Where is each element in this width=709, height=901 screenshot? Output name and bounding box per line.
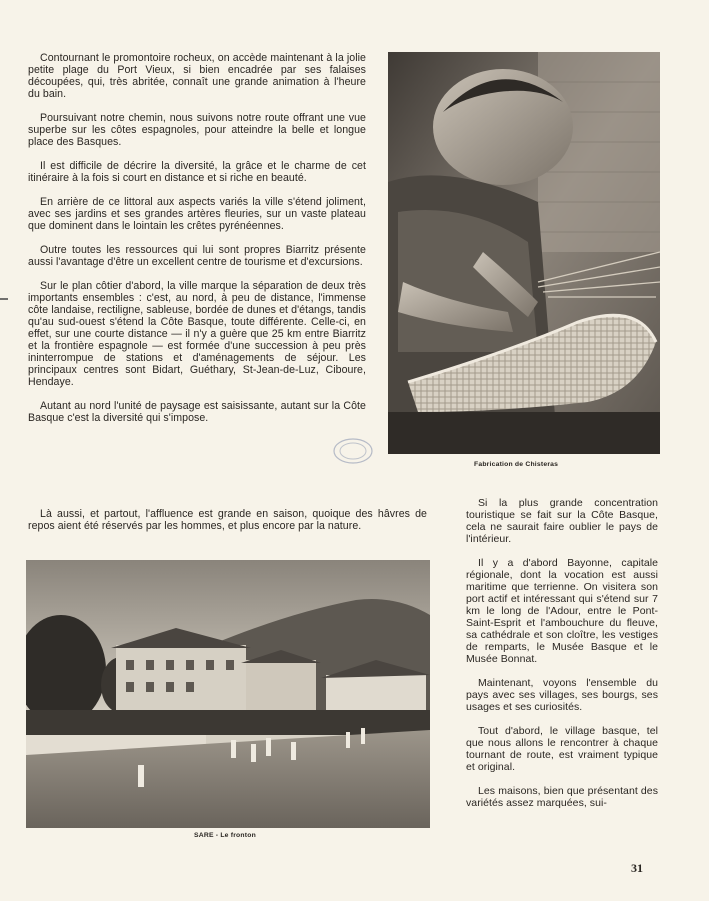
paragraph: Les maisons, bien que présentant des variétés assez marquées, sui- xyxy=(466,785,658,809)
right-text-column xyxy=(466,497,658,821)
paragraph: Contournant le promontoire rocheux, on accède maintenant à la jolie petite plage du Port Vieux, si bien encadrée par ses falaises découpées, qui, très abritée, connaît une grande animation à l'heure du bain. xyxy=(28,52,366,100)
paragraph: Là aussi, et partout, l'affluence est grande en saison, quoique des hâvres de repos aient été réservés par les hommes, et plus encore par la nature. xyxy=(28,508,427,532)
paragraph: Il y a d'abord Bayonne, capitale régionale, dont la vocation est aussi maritime que terrienne. On visitera son port actif et intéressant qui s'étend sur 7 km le long de l'Adour, entre le Pont-Saint-Esprit et l'ambouchure du fleuve, sa cathédrale et son cloître, les vestiges de remparts, le Musée Basque et le Musée Bonnat. xyxy=(466,557,658,665)
page-number: 31 xyxy=(631,861,643,875)
paragraph: Il est difficile de décrire la diversité, la grâce et le charme de cet itinéraire à la fois si court en distance et si riche en beauté. xyxy=(28,160,366,184)
paragraph: Poursuivant notre chemin, nous suivons notre route offrant une vue superbe sur les côtes espagnoles, pour atteindre la belle et longue place des Basques. xyxy=(28,112,366,148)
paragraph: Maintenant, voyons l'ensemble du pays avec ses villages, ses bourgs, ses usages et ses curiosités. xyxy=(466,677,658,713)
paragraph: Si la plus grande concentration touristique se fait sur la Côte Basque, cela ne saurait faire oublier le pays de l'intérieur. xyxy=(466,497,658,545)
paragraph: Outre toutes les ressources qui lui sont propres Biarritz présente aussi l'avantage d'être un excellent centre de tourisme et d'excursions. xyxy=(28,244,366,268)
sare-fronton-photo-image xyxy=(26,560,430,828)
chistera-photo-image xyxy=(388,52,660,454)
margin-mark xyxy=(0,289,8,295)
library-stamp xyxy=(331,436,375,466)
paragraph: Tout d'abord, le village basque, tel que nous allons le rencontrer à chaque tournant de route, est vraiment typique et original. xyxy=(466,725,658,773)
paragraph: Sur le plan côtier d'abord, la ville marque la séparation de deux très importants ensembles : c'est, au nord, à peu de distance, l'immense côte landaise, rectiligne, sableuse, bordée de dunes et d'étangs, tandis qu'au sud-ouest s'étend la Côte Basque, toute différente. Celle-ci, en effet, sur une courte distance — il n'y a guère que 25 km entre Biarritz et la frontière espagnole — est formée d'une succession à peu près ininterrompue de stations et d'aménagements de séjour. Les principaux centres sont Bidart, Guéthary, St-Jean-de-Luz, Ciboure, Hendaye. xyxy=(28,280,366,388)
paragraph: En arrière de ce littoral aux aspects variés la ville s'étend joliment, avec ses jardins et ses grandes artères fleuries, sur un vaste plateau que dominent dans le lointain les crêtes pyrénéennes. xyxy=(28,196,366,232)
photo-caption: Fabrication de Chisteras xyxy=(474,461,559,468)
left-text-column xyxy=(28,52,366,436)
chistera-photo xyxy=(388,52,660,454)
sare-fronton-photo xyxy=(26,560,430,828)
wide-paragraph-block xyxy=(28,508,427,532)
paragraph: Autant au nord l'unité de paysage est saisissante, autant sur la Côte Basque c'est la diversité qui s'impose. xyxy=(28,400,366,424)
photo-caption: SARE - Le fronton xyxy=(194,832,256,839)
